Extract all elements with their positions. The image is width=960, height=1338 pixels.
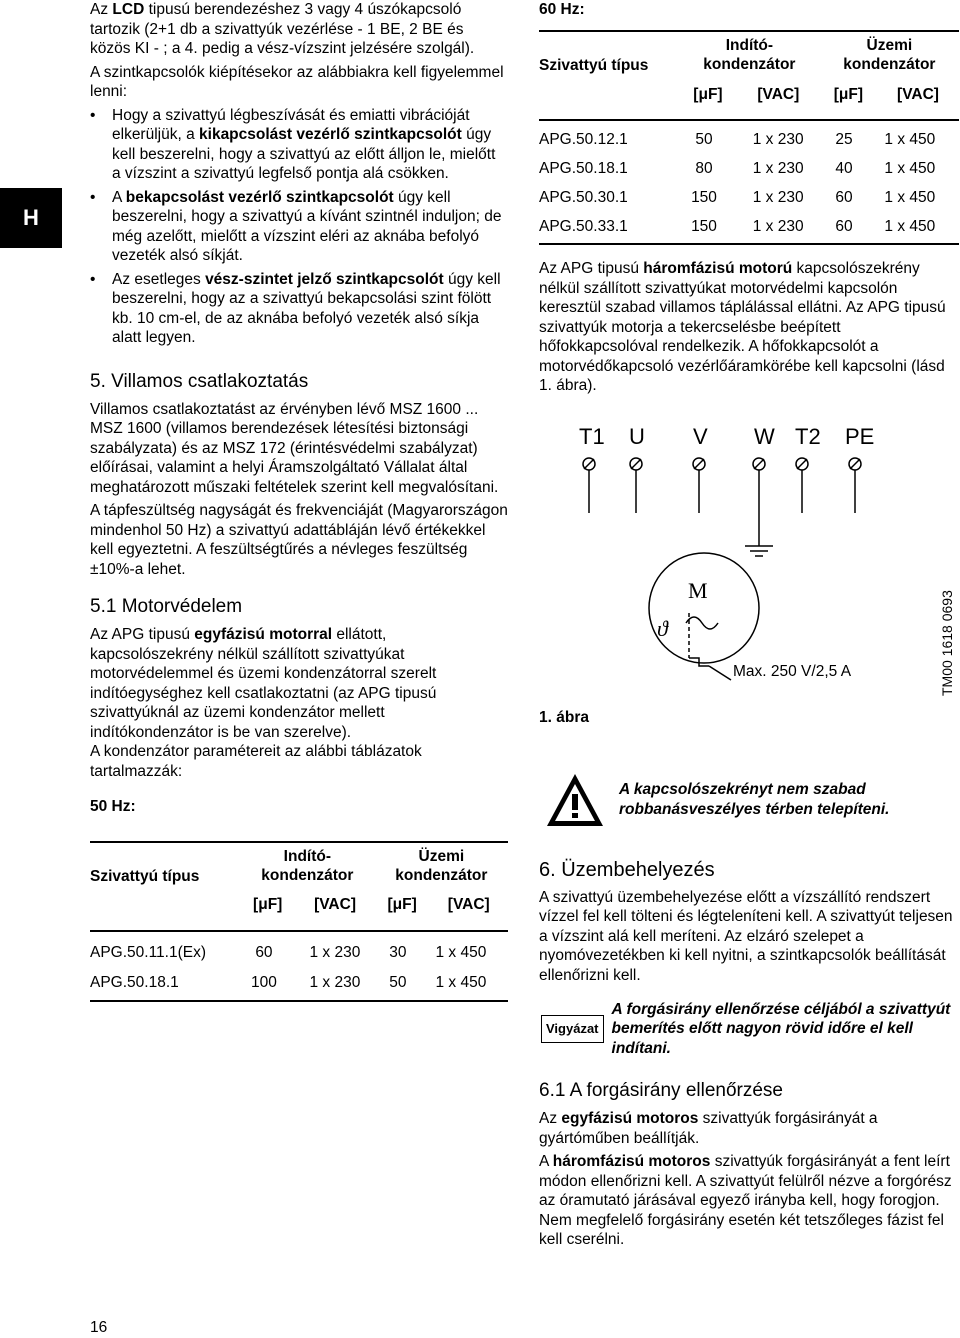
table-cell: 50	[695, 130, 713, 148]
divider	[90, 1000, 508, 1002]
section-heading-5-1: 5.1 Motorvédelem	[90, 596, 243, 617]
col-header-run-cap: Üzemi kondenzátor	[395, 847, 488, 885]
col-header-type: Szivattyú típus	[90, 867, 200, 885]
level-switch-list	[90, 106, 508, 348]
table-cell: 1 x 450	[435, 944, 487, 962]
table-cell: 80	[695, 159, 713, 177]
table-cell: 1 x 450	[884, 159, 936, 177]
table-cell: 60	[835, 217, 853, 235]
paragraph-5-1: Villamos csatlakoztatást az érvényben lévő MSZ 1600 ... MSZ 1600 (villamos berendezések létesítési biztonsági szabályzata) és az MSZ 172 (érintésvédelmi szabályzat) előírásai, valamint a helyi Áramszolgáltató Vállalat által meghatározott műszaki feltételek szerint kell megvalósítani.	[90, 400, 499, 496]
table-cell: 60	[255, 944, 273, 962]
table-60-body	[539, 125, 959, 241]
paragraph-6-1-b: A háromfázisú motoros szivattyúk forgásirányát a fent leírt módon ellenőrizni kell. A szivattyút felülről nézve a forgórész az óramutató járásával egyező irányba kell, hogy forogjon. Nem megfelelő forgásirány esetén két tetszőleges fázist fel kell cserélni.	[539, 1153, 952, 1248]
intro-paragraph-2: A szintkapcsolók kiépítésekor az alábbiakra kell figyelemmel lenni:	[90, 63, 504, 100]
caution-box	[539, 997, 959, 1061]
paragraph-6: A szivattyú üzembehelyezése előtt a vízszállító rendszert vízzel fel kell tölteni és légteleníteni kell. A szivattyút teljesen a vízszint alá kell meríteni. Az elzáró szelepet a nyomóvezetékben ki kell nyitni, a szintkapcsolók beállítását ellenőrizni kell.	[539, 888, 953, 984]
section-tab	[0, 188, 62, 248]
table-row	[90, 938, 508, 968]
section-heading-6: 6. Üzembehelyezés	[539, 858, 715, 881]
terminal-label-t2: T2	[795, 423, 821, 449]
terminal-screw-icon	[693, 458, 705, 470]
page-number: 16	[90, 1319, 108, 1336]
thermal-symbol-icon: ϑ	[657, 615, 668, 641]
capacitor-table-50hz	[90, 841, 508, 1003]
list-item: • Az esetleges vész-szintet jelző szintkapcsolót úgy kell beszerelni, hogy az a szivattyú bekapcsolási szint fölött kb. 10 cm-el, de az aknába befolyó vezeték alsó síkja alatt legyen.	[90, 270, 508, 348]
list-item: • Hogy a szivattyú légbeszívását és emiatti vibrációját elkerüljük, a kikapcsolást vezérlő szintkapcsolót úgy kell beszerelni, hogy a szivattyú az előtt álljon le, mielőtt a vízszint a szivattyú legfelső pontja alá csökken.	[90, 106, 508, 184]
table-50-body	[90, 938, 508, 998]
unit-header: [μF]	[253, 896, 283, 914]
terminal-screw-icon	[753, 458, 765, 470]
terminal-label-t1: T1	[579, 423, 605, 449]
unit-header: [μF]	[833, 86, 864, 104]
divider	[539, 119, 959, 121]
figure-code: TM00 1618 0693	[939, 589, 955, 696]
col-header-run-cap: Üzemi kondenzátor	[843, 36, 936, 74]
table-row	[539, 183, 959, 212]
hz60-label: 60 Hz:	[539, 1, 585, 18]
table-cell: 60	[835, 188, 853, 206]
table-cell: 1 x 230	[752, 217, 804, 235]
table-cell: 150	[691, 217, 717, 235]
hz50-label: 50 Hz:	[90, 798, 136, 815]
warning-box	[539, 760, 959, 840]
paragraph-5-2: A tápfeszültség nagyságát és frekvenciáját (Magyarországon mindenhol 50 Hz) a szivattyú adattábláján lévő értékekkel kell egyeztetni. A feszültségtűrés a névleges feszültség ±10%-a lehet.	[90, 502, 508, 578]
terminal-label-u: U	[629, 423, 645, 449]
table-cell: 1 x 450	[884, 188, 936, 206]
col-header-start-cap: Indító- kondenzátor	[261, 847, 354, 885]
caution-badge: Vigyázat	[541, 1015, 604, 1043]
col-header-start-cap: Indító- kondenzátor	[703, 36, 796, 74]
table-row	[90, 968, 508, 998]
list-item: • A bekapcsolást vezérlő szintkapcsolót úgy kell beszerelni, hogy a szivattyú a kívánt szintnél induljon; de még azelőtt, mielőtt a vízszint eléri az aknába befolyó vezeték alsó síkját.	[90, 188, 508, 266]
wiring-diagram-svg	[539, 418, 959, 728]
intro-paragraph-1: Az LCD tipusú berendezéshez 3 vagy 4 úszókapcsoló tartozik (2+1 db a szivattyúk vezérlése - 1 BE, 2 BE és közös KI - ; a 4. pedig a vész-vízszint jelzésére szolgál).	[90, 1, 475, 57]
table-cell: 1 x 450	[435, 974, 487, 992]
unit-header: [VAC]	[314, 896, 356, 914]
motor-label: M	[688, 577, 708, 603]
paragraph-6-1-a: Az egyfázisú motoros szivattyúk forgásirányát a gyártóműben beállítják.	[539, 1110, 878, 1147]
figure-caption: 1. ábra	[539, 708, 589, 726]
table-cell: APG.50.12.1	[539, 130, 628, 148]
terminal-screw-icon	[630, 458, 642, 470]
unit-header: [VAC]	[447, 896, 490, 914]
left-column	[90, 0, 508, 1002]
table-cell: 1 x 230	[752, 188, 804, 206]
table-cell: APG.50.30.1	[539, 188, 628, 206]
three-phase-paragraph: Az APG tipusú háromfázisú motorú kapcsolószekrény nélkül szállított szivattyúkat motorvédelmi kapcsolón keresztül szabad villamos táplálással ellátni. Az APG tipusú szivattyúk motorja a tekercselésbe beépített hőfokkapcsolóval rendelkezik. A hőfokkapcsolót a motorvédőkapcsoló vezérlőáramkörébe kell kapcsolni (lásd 1. ábra).	[539, 260, 946, 394]
caution-text: A forgásirány ellenőrzése céljából a szivattyút bemerítés előtt nagyon rövid időre el kell indítani.	[611, 1000, 951, 1057]
unit-header: [VAC]	[757, 86, 800, 104]
paragraph-5-1-b: A kondenzátor paramétereit az alábbi táblázatok tartalmazzák:	[90, 743, 422, 780]
table-cell: 25	[835, 130, 853, 148]
divider	[90, 930, 508, 932]
section-heading-6-1: 6.1 A forgásirány ellenőrzése	[539, 1080, 783, 1101]
col-header-type: Szivattyú típus	[539, 56, 649, 74]
terminal-screw-icon	[796, 458, 808, 470]
table-cell: 1 x 450	[884, 217, 936, 235]
divider	[539, 243, 959, 245]
ground-symbol-icon	[745, 513, 773, 556]
table-cell: APG.50.33.1	[539, 217, 628, 235]
motor-circle-icon	[649, 553, 759, 663]
table-cell: 1 x 230	[309, 974, 361, 992]
divider	[90, 841, 508, 843]
section-tab-letter: H	[23, 205, 39, 231]
table-50-head	[90, 847, 508, 925]
table-cell: 1 x 230	[752, 130, 804, 148]
table-cell: APG.50.18.1	[90, 974, 179, 992]
table-cell: 40	[835, 159, 853, 177]
table-cell: 100	[251, 974, 277, 992]
table-cell: 1 x 230	[309, 944, 361, 962]
table-cell: 150	[691, 188, 717, 206]
capacitor-table-60hz	[539, 30, 959, 246]
terminal-screw-icon	[849, 458, 861, 470]
table-cell: 50	[389, 974, 407, 992]
divider	[539, 30, 959, 32]
max-rating-label: Max. 250 V/2,5 A	[733, 662, 852, 680]
wiring-diagram	[539, 418, 959, 748]
terminal-label-v: V	[693, 423, 708, 449]
terminal-label-w: W	[754, 423, 775, 449]
table-cell: APG.50.18.1	[539, 159, 628, 177]
warning-triangle-icon	[545, 772, 605, 828]
table-cell: APG.50.11.1(Ex)	[90, 944, 207, 962]
table-cell: 1 x 450	[884, 130, 936, 148]
table-60-head	[539, 36, 959, 116]
section-heading-5: 5. Villamos csatlakoztatás	[90, 370, 309, 392]
unit-header: [μF]	[693, 86, 723, 104]
table-cell: 1 x 230	[752, 159, 804, 177]
table-cell: 30	[389, 944, 407, 962]
paragraph-5-1-a: Az APG tipusú egyfázisú motorral ellátott, kapcsolószekrény nélkül szállított szivattyúkat motorvédelemmel és üzemi kondenzátorral szerelt indítóegységhez kell csatlakoztatni (az APG tipusú szivattyúknál az üzemi kondenzátor mellett indítókondenzátor is be van szerelve).	[90, 626, 437, 741]
warning-text: A kapcsolószekrényt nem szabad robbanásveszélyes térben telepíteni.	[619, 781, 890, 818]
terminal-screw-icon	[583, 458, 595, 470]
table-row	[539, 125, 959, 154]
right-column	[539, 0, 959, 1254]
unit-header: [μF]	[387, 896, 417, 914]
table-row	[539, 212, 959, 241]
terminal-label-pe: PE	[845, 423, 875, 449]
table-row	[539, 154, 959, 183]
unit-header: [VAC]	[897, 86, 939, 104]
ac-symbol-icon	[686, 617, 718, 629]
